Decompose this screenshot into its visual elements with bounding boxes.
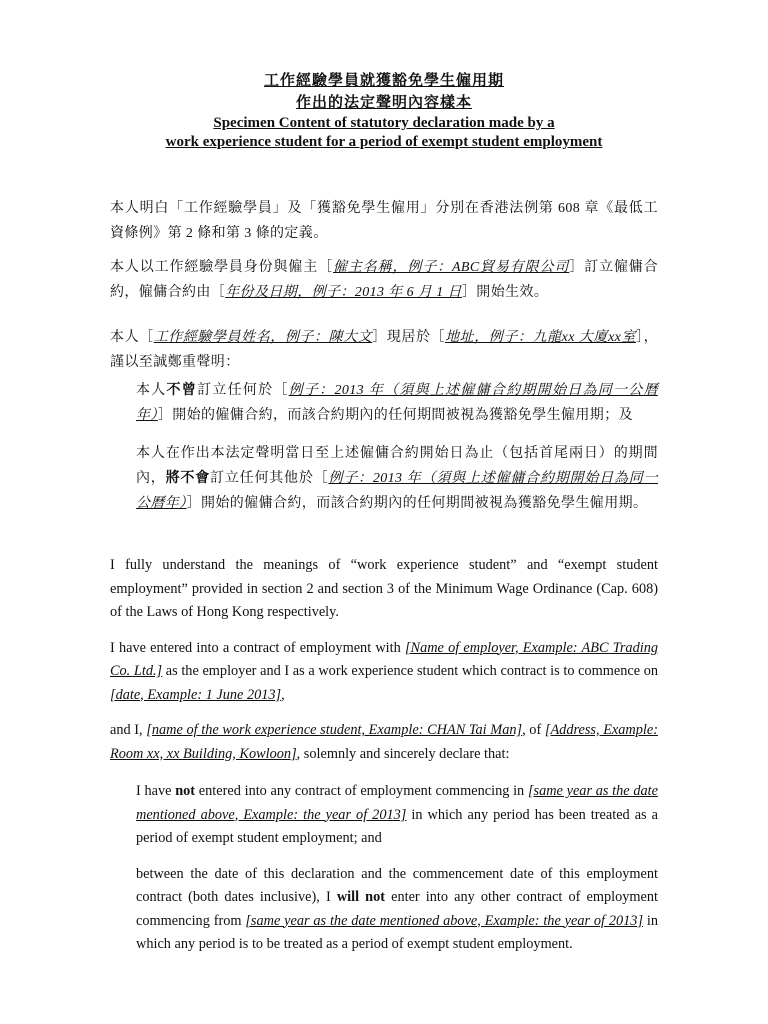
zh-paragraph-contract xyxy=(110,255,658,305)
en-employer-name-field: [Name of employer, Example: ABC Trading Co. Ltd.] xyxy=(110,639,658,679)
en-p4-text-a: I have xyxy=(136,783,176,799)
en-year-field-1: [same year as the date mentioned above, Example: the year of 2013] xyxy=(136,783,658,823)
en-address-field: [Address, Example: Room xx, xx Building, Kowloon] xyxy=(110,722,658,762)
en-year-field-2: [same year as the date mentioned above, Example: the year of 2013] xyxy=(245,912,644,929)
en-p3-text-b: , of xyxy=(522,722,545,738)
zh-p5-bold: 將不會 xyxy=(165,471,211,486)
zh-start-date-field: 年份及日期，例子：2013 年 6 月 1 日 xyxy=(225,285,462,300)
zh-p3-text-a: 本人［ xyxy=(110,330,154,345)
title-en-line1: Specimen Content of statutory declaration made by a xyxy=(213,115,555,131)
zh-p2-text-a: 本人以工作經驗學員身份與僱主［ xyxy=(110,260,334,275)
en-declaration-item-2 xyxy=(110,863,658,957)
zh-year-field-2: 例子：2013 年（須與上述僱傭合約期開始日為同一公曆年） xyxy=(136,471,659,511)
en-p2-text-b: as the employer and I as a work experience student which contract is to commence on xyxy=(162,663,658,679)
zh-student-name-field: 工作經驗學員姓名，例子：陳大文 xyxy=(153,330,373,345)
zh-employer-name-field: 僱主名稱，例子：ABC貿易有限公司 xyxy=(333,260,570,275)
zh-paragraph-understanding: 本人明白「工作經驗學員」及「獲豁免學生僱用」分別在香港法例第 608 章《最低工資條例》第 2 條和第 3 條的定義。 xyxy=(110,201,658,241)
zh-p3-text-b: ］現居於［ xyxy=(372,330,446,345)
title-en-line2: work experience student for a period of exempt student employment xyxy=(165,134,603,150)
zh-p4-text-c: ］開始的僱傭合約，而該合約期內的任何期間被視為獲豁免學生僱用期；及 xyxy=(157,408,634,423)
zh-declaration-item-1 xyxy=(110,378,658,428)
en-p5-text-b: enter into any other contract of employment commencing from xyxy=(136,889,658,929)
title-zh-line2: 作出的法定聲明內容樣本 xyxy=(295,95,472,111)
en-paragraph-contract xyxy=(110,637,658,708)
document-title xyxy=(110,0,658,152)
zh-p5-text-c: ］開始的僱傭合約，而該合約期內的任何期間被視為獲豁免學生僱用期。 xyxy=(186,496,648,511)
en-p3-text-a: and I, xyxy=(110,722,147,738)
zh-p5-text-b: 訂立任何其他於［ xyxy=(210,471,329,486)
zh-p4-text-b: 訂立任何於［ xyxy=(197,383,289,398)
zh-p4-bold: 不曾 xyxy=(166,383,198,398)
zh-paragraph-declarant xyxy=(110,325,658,375)
zh-address-field: 地址，例子：九龍xx 大廈xx室 xyxy=(445,330,637,345)
title-zh-line1: 工作經驗學員就獲豁免學生僱用期 xyxy=(263,73,504,89)
zh-year-field-1: 例子：2013 年（須與上述僱傭合約期開始日為同一公曆年） xyxy=(136,383,658,423)
en-p2-text-a: I have entered into a contract of employment with xyxy=(110,639,405,656)
zh-declaration-item-2 xyxy=(110,441,658,516)
en-p4-bold: not xyxy=(175,783,196,799)
en-p3-text-c: , solemnly and sincerely declare that: xyxy=(296,745,510,762)
en-student-name-field: [name of the work experience student, Example: CHAN Tai Man] xyxy=(146,722,523,738)
zh-p5-text-a: 本人在作出本法定聲明當日至上述僱傭合約開始日為止（包括首尾兩日）的期間內， xyxy=(136,446,658,486)
en-declaration-item-1 xyxy=(110,780,658,851)
en-p5-bold: will not xyxy=(336,889,386,905)
en-p5-text-c: in which any period is to be treated as a period of exempt student employment. xyxy=(136,912,658,952)
en-start-date-field: [date, Example: 1 June 2013] xyxy=(110,686,282,703)
en-p4-text-c: in which any period has been treated as a period of exempt student employment; and xyxy=(136,806,658,846)
zh-p4-text-a: 本人 xyxy=(136,383,167,398)
en-paragraph-declarant xyxy=(110,719,658,766)
zh-p2-text-b: ］訂立僱傭合約，僱傭合約由［ xyxy=(110,260,659,300)
zh-p2-text-c: ］開始生效。 xyxy=(461,285,549,300)
zh-p3-text-c: ］，謹以至誠鄭重聲明： xyxy=(110,330,659,370)
en-p2-text-c: , xyxy=(281,686,285,703)
en-p5-text-a: between the date of this declaration and the commencement date of this employment contract (both dates inclusive), I xyxy=(136,865,658,905)
en-p4-text-b: entered into any contract of employment commencing in xyxy=(195,783,528,799)
en-paragraph-understanding: I fully understand the meanings of “work experience student” and “exempt student employment” provided in section 2 and section 3 of the Minimum Wage Ordinance (Cap. 608) of the Laws of Hong Kong respectively. xyxy=(110,557,658,620)
